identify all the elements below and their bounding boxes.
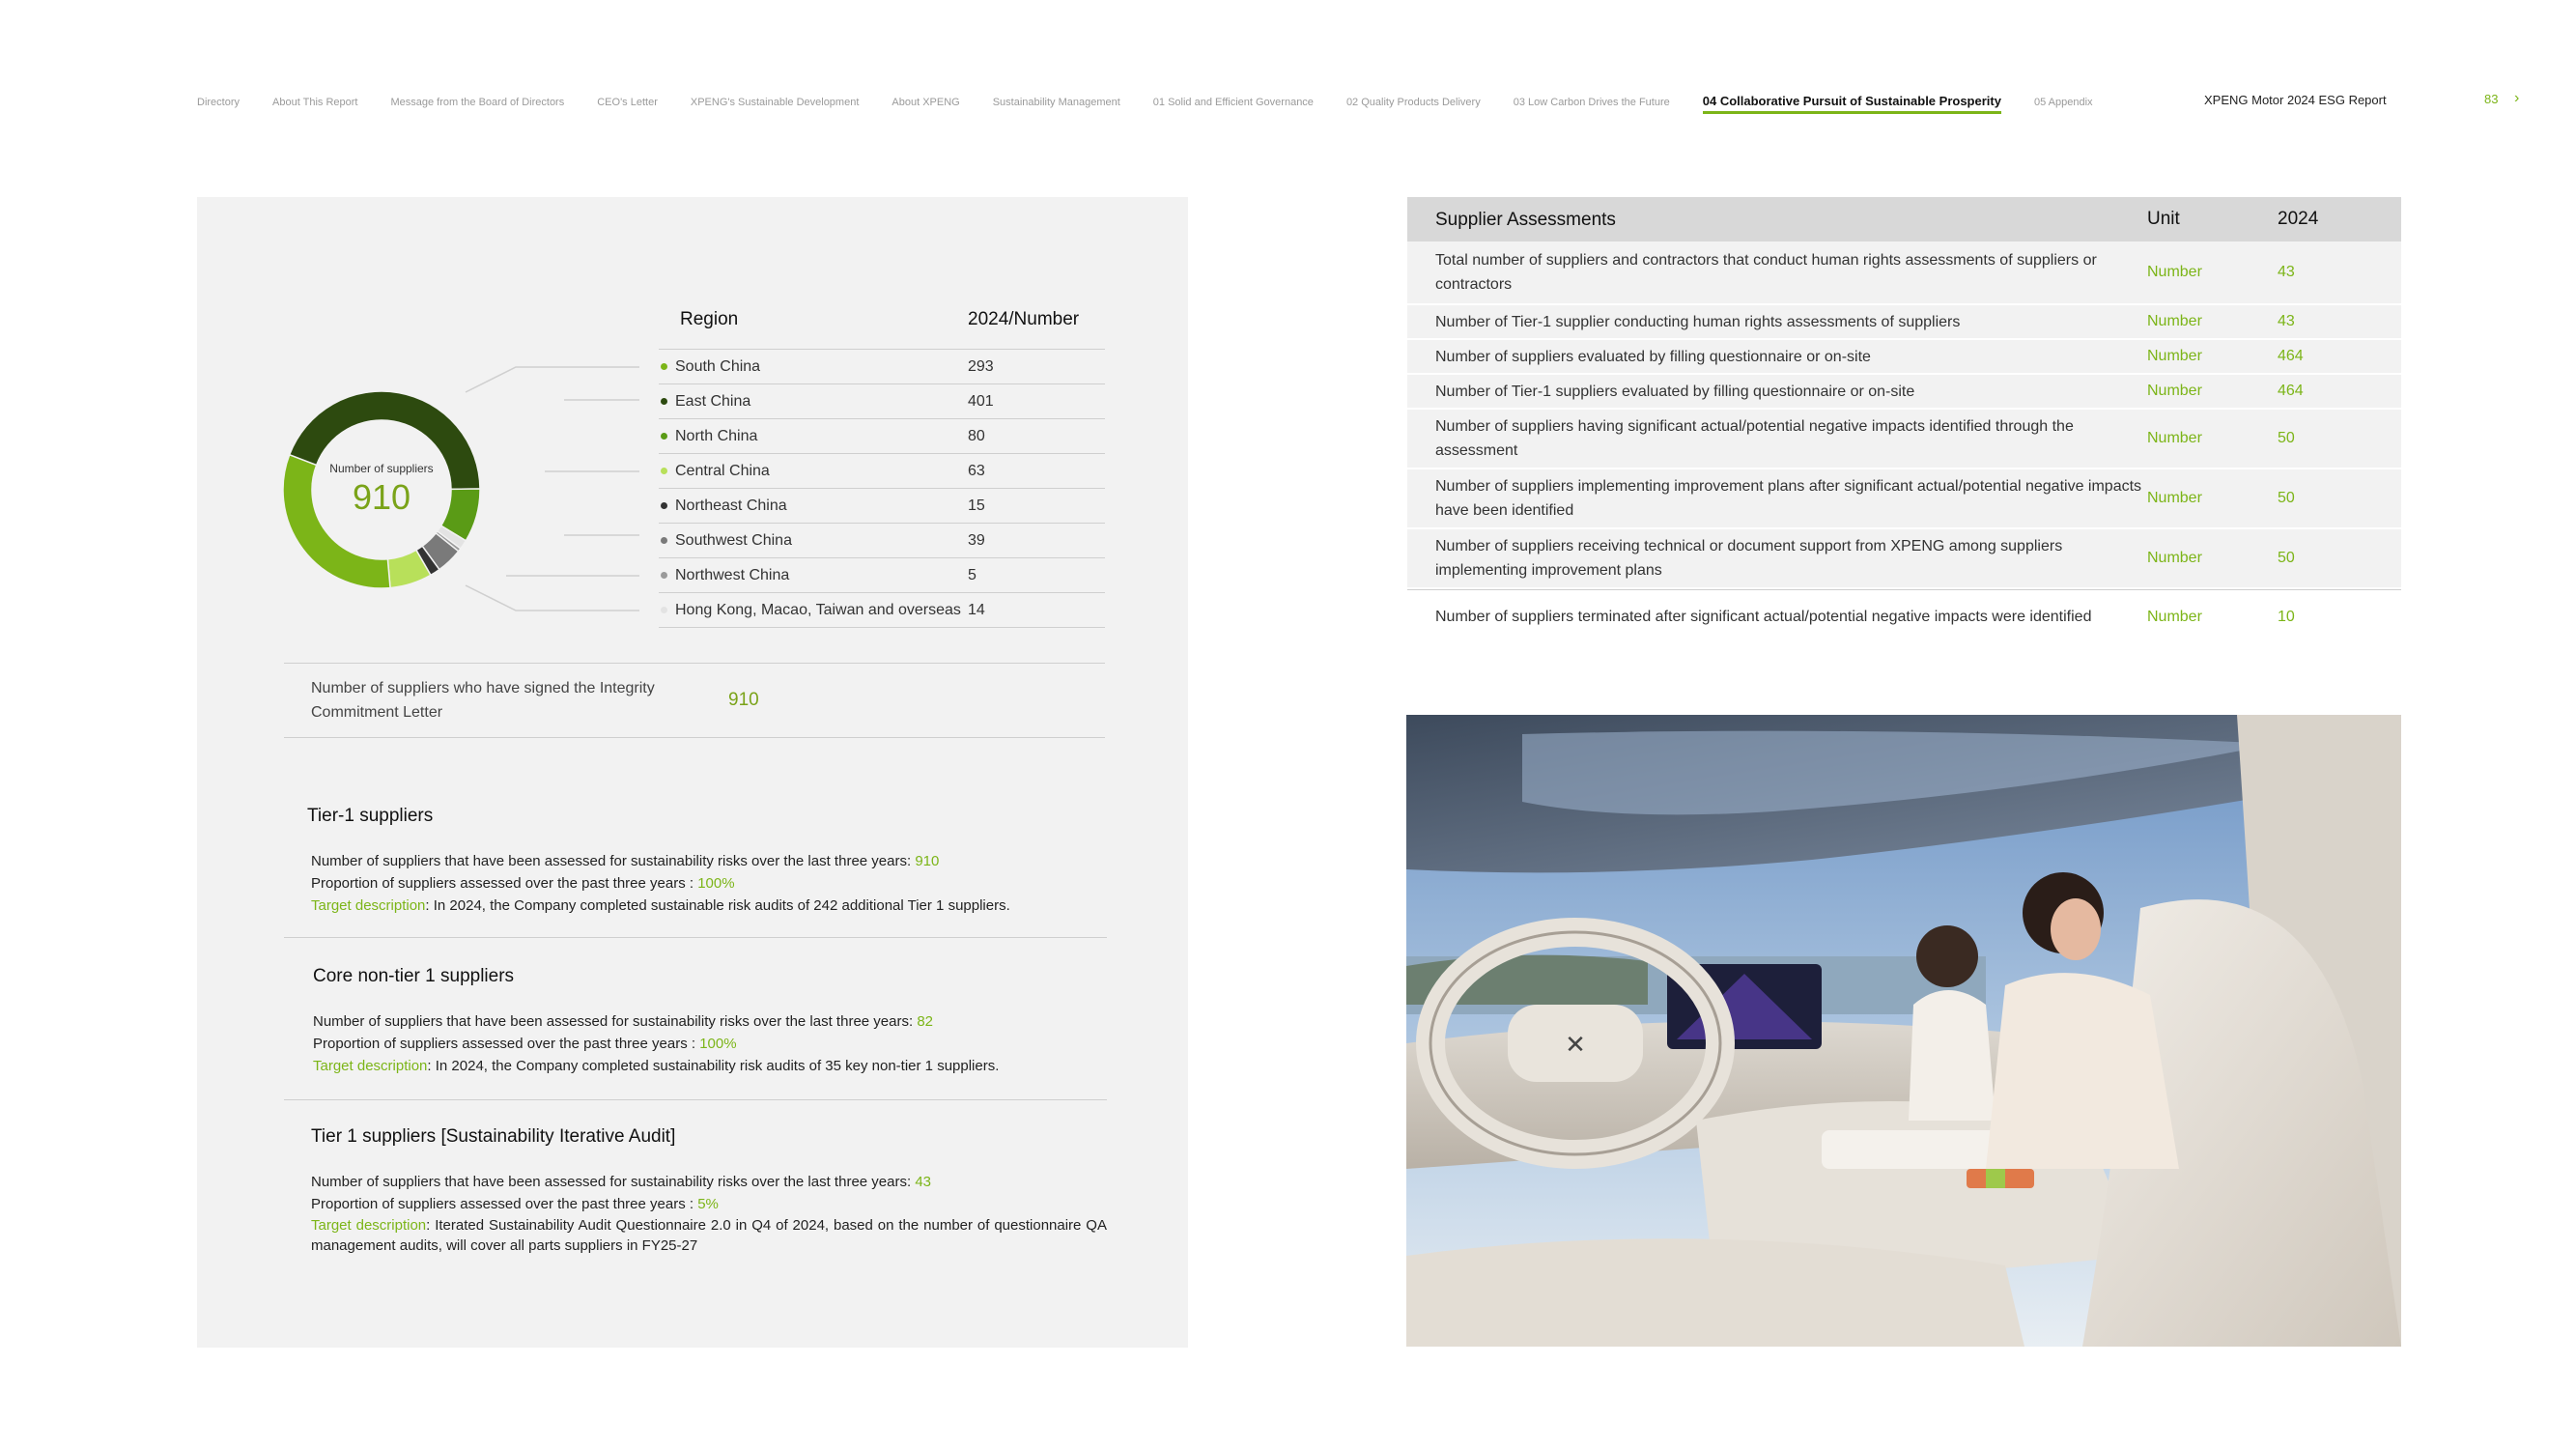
nav-item-about-xpeng[interactable]: About XPENG: [892, 97, 960, 108]
divider: [284, 937, 1107, 938]
nav-item-ceo-letter[interactable]: CEO's Letter: [597, 97, 658, 108]
row-value: 43: [2278, 313, 2295, 329]
table-row: [659, 593, 1105, 628]
core-non-tier1-section: [284, 966, 1107, 1077]
region-name: South China: [675, 357, 761, 375]
row-unit: Number: [2147, 264, 2202, 280]
table-row: [659, 524, 1105, 558]
row-label: Total number of suppliers and contractors that conduct human rights assessments of suppliers or contractors: [1435, 252, 2097, 293]
page-number: 83: [2484, 92, 2499, 106]
row-value: 464: [2278, 383, 2304, 399]
row-value: 10: [2278, 608, 2295, 625]
nav-item-low-carbon[interactable]: 03 Low Carbon Drives the Future: [1513, 97, 1670, 108]
row-unit: Number: [2147, 383, 2202, 399]
region-count: 63: [968, 462, 985, 479]
region-name: Northeast China: [675, 497, 787, 514]
table-row: [1407, 469, 2401, 529]
row-unit: Number: [2147, 348, 2202, 364]
target-label: Target description: [311, 897, 426, 914]
region-name: East China: [675, 392, 751, 410]
tier1-iterative-section: [284, 1126, 1107, 1256]
top-navigation: [197, 90, 2534, 115]
suppliers-donut-chart: [280, 388, 483, 591]
row-label: Number of suppliers evaluated by filling questionnaire or on-site: [1435, 348, 1871, 365]
legend-dot: [661, 363, 667, 370]
donut-caption: Number of suppliers: [329, 462, 434, 475]
table-row: [1407, 305, 2401, 340]
supplier-overview-panel: [197, 197, 1188, 1348]
table-row: [659, 558, 1105, 593]
row-label: Number of suppliers terminated after significant actual/potential negative impacts were identified: [1435, 609, 2092, 625]
car-interior-photo: [1406, 715, 2401, 1347]
legend-dot: [661, 607, 667, 613]
legend-dot: [661, 502, 667, 509]
header-unit: Unit: [2147, 209, 2180, 229]
legend-dot: [661, 537, 667, 544]
donut-center: [280, 388, 483, 591]
integrity-label: Number of suppliers who have signed the Integrity Commitment Letter: [311, 680, 655, 721]
photo-illustration: [1406, 715, 2401, 1347]
region-count: 5: [968, 566, 977, 583]
divider: [284, 1099, 1107, 1100]
assessed-count: 910: [915, 853, 940, 869]
svg-text:✕: ✕: [1565, 1031, 1586, 1060]
table-row: [1407, 529, 2401, 589]
legend-dot: [661, 468, 667, 474]
nav-item-directory[interactable]: Directory: [197, 97, 241, 108]
assessed-proportion: 100%: [699, 1036, 737, 1052]
legend-dot: [661, 398, 667, 405]
region-name: Northwest China: [675, 566, 790, 583]
row-label: Number of suppliers receiving technical or document support from XPENG among suppliers implementing improvement plans: [1435, 538, 2063, 579]
header-title: Supplier Assessments: [1435, 209, 1616, 230]
table-row: [1407, 375, 2401, 410]
row-value: 50: [2278, 490, 2295, 506]
row-unit: Number: [2147, 313, 2202, 329]
row-unit: Number: [2147, 490, 2202, 506]
row-label: Number of Tier-1 suppliers evaluated by filling questionnaire or on-site: [1435, 383, 1915, 400]
region-name: Hong Kong, Macao, Taiwan and overseas: [675, 601, 961, 618]
target-label: Target description: [313, 1058, 428, 1074]
row-value: 43: [2278, 264, 2295, 280]
supplier-assessments-table: [1407, 197, 2401, 643]
assessed-proportion: 100%: [697, 875, 735, 892]
region-count: 39: [968, 531, 985, 549]
table-row: [659, 350, 1105, 384]
report-title: XPENG Motor 2024 ESG Report: [2204, 93, 2387, 107]
region-table-header: [659, 290, 1105, 350]
legend-dot: [661, 433, 667, 440]
row-value: 50: [2278, 550, 2295, 566]
assessed-proportion: 5%: [697, 1196, 719, 1212]
nav-item-board-message[interactable]: Message from the Board of Directors: [390, 97, 565, 108]
tier1-section: [284, 806, 1107, 917]
integrity-value: 910: [728, 690, 759, 710]
section-lines: Number of suppliers that have been assessed for sustainability risks over the last three years: 910 Proportion of suppliers assessed over the past three years : 100% Target description: In 2024, the Company completed sustainable risk audits of 242 additional Tier 1 suppliers.: [311, 853, 1010, 914]
region-count: 401: [968, 392, 994, 410]
row-value: 50: [2278, 430, 2295, 446]
section-lines: Number of suppliers that have been assessed for sustainability risks over the last three years: 82 Proportion of suppliers assessed over the past three years : 100% Target description: In 2024, the Company completed sustainability risk audits of 35 key non-tier 1 suppliers.: [313, 1013, 1000, 1074]
region-count: 293: [968, 357, 994, 375]
region-header: Region: [680, 308, 739, 329]
assessed-count: 82: [917, 1013, 933, 1030]
table-row: [659, 489, 1105, 524]
nav-item-governance[interactable]: 01 Solid and Efficient Governance: [1152, 97, 1314, 108]
section-title: Core non-tier 1 suppliers: [313, 966, 515, 986]
section-title: Tier-1 suppliers: [307, 806, 434, 826]
region-name: Central China: [675, 462, 770, 479]
table-header: [1407, 197, 2401, 242]
section-lines: Number of suppliers that have been assessed for sustainability risks over the last three years: 43 Proportion of suppliers assessed over the past three years : 5% Target description: Iterated Sustainability Audit Questionnaire 2.0 in Q4 of 2024, based on the number of questionnaire QA management audits, will cover all parts suppliers in FY25-27: [311, 1174, 1107, 1254]
chevron-right-icon[interactable]: ›: [2514, 90, 2520, 106]
region-name: Southwest China: [675, 531, 792, 549]
nav-item-about-report[interactable]: About This Report: [272, 97, 358, 108]
row-label: Number of Tier-1 supplier conducting human rights assessments of suppliers: [1435, 313, 1961, 330]
number-header: 2024/Number: [968, 308, 1080, 329]
row-label: Number of suppliers implementing improvement plans after significant actual/potential negative impacts have been identified: [1435, 478, 2142, 519]
region-name: North China: [675, 427, 758, 444]
region-count: 80: [968, 427, 985, 444]
table-row: [659, 419, 1105, 454]
assessed-count: 43: [915, 1174, 931, 1190]
nav-item-sustainability-management[interactable]: Sustainability Management: [992, 97, 1120, 108]
section-title: Tier 1 suppliers [Sustainability Iterative Audit]: [311, 1126, 676, 1147]
table-row: [1407, 589, 2401, 643]
nav-item-quality-products[interactable]: 02 Quality Products Delivery: [1345, 97, 1481, 108]
region-count: 15: [968, 497, 985, 514]
nav-item-sustainable-development[interactable]: XPENG's Sustainable Development: [690, 97, 860, 108]
row-value: 464: [2278, 348, 2304, 364]
nav-item-collaborative-prosperity[interactable]: 04 Collaborative Pursuit of Sustainable Prosperity: [1703, 94, 2001, 114]
row-unit: Number: [2147, 550, 2202, 566]
table-row: [1407, 242, 2401, 305]
integrity-letter-row: [284, 663, 1105, 738]
nav-item-appendix[interactable]: 05 Appendix: [2033, 97, 2093, 108]
row-unit: Number: [2147, 608, 2202, 625]
table-row: [1407, 410, 2401, 469]
target-label: Target description: [311, 1217, 427, 1234]
table-row: [1407, 340, 2401, 375]
legend-dot: [661, 572, 667, 579]
row-label: Number of suppliers having significant actual/potential negative impacts identified through the assessment: [1435, 418, 2074, 459]
header-year: 2024: [2278, 209, 2319, 229]
row-unit: Number: [2147, 430, 2202, 446]
table-row: [659, 384, 1105, 419]
region-table: [659, 290, 1105, 628]
region-count: 14: [968, 601, 985, 618]
donut-total: 910: [352, 477, 411, 517]
table-row: [659, 454, 1105, 489]
